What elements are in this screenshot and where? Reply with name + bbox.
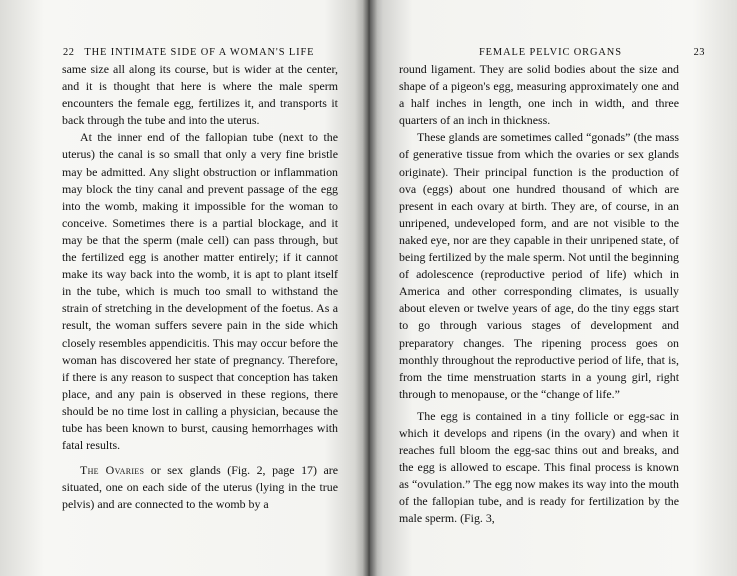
left-paragraph-1: same size all along its course, but is wider at the center, and it is thought that here is where the male sperm encounters the female egg, fertilizes it, and transports it back through the tube and into the uterus. — [62, 62, 338, 128]
left-page-number: 22 — [63, 47, 75, 58]
right-paragraph-2: These glands are sometimes called “gonads” (the mass of generative tissue from which the ovaries or sex glands originate). Their principal function is the production of ova (eggs) about one hundred thousand of which are present in each ovary at birth. They are, of course, in an unripened, undeveloped form, and are not visible to the naked eye, nor are they capable in their unripened state, of being fertilized by the male sperm. Not until the beginning of adolescence (reproductive period of life) which in America and other corresponding climates, is usually about eleven or twelve years of age, do the tiny eggs start to go through various stages of development and preparatory changes. The ripening process goes on monthly throughout the reproductive period of life, that is, from the time menstruation starts in a young girl, right through to menopause, or the “change of life.” — [399, 130, 679, 401]
right-running-head — [479, 47, 705, 58]
left-head-title: THE INTIMATE SIDE OF A WOMAN'S LIFE — [84, 47, 315, 58]
right-paragraph-1: round ligament. They are solid bodies about the size and shape of a pigeon's egg, measuring approximately one and a half inches in length, one inch in width, and three quarters of an inch in thickness. — [399, 62, 679, 128]
right-head-title: FEMALE PELVIC ORGANS — [479, 47, 622, 58]
left-running-head — [63, 47, 314, 58]
left-page — [0, 0, 368, 576]
left-paragraph-3 — [62, 462, 338, 513]
ovaries-text: or sex glands (Fig. 2, page 17) are situated, one on each side of the uterus (lying in the true pelvis) and are connected to the womb by a — [62, 463, 338, 512]
ovaries-lead: The Ovaries — [80, 463, 145, 478]
right-page-number: 23 — [693, 47, 705, 58]
right-page-body — [399, 61, 679, 528]
right-page — [369, 0, 737, 576]
right-paragraph-3: The egg is contained in a tiny follicle or egg-sac in which it develops and ripens (in the ovary) and when it reaches full bloom the egg-sac thins out and breaks, and the egg is allowed to escape. This final process is known as “ovulation.” The egg now makes its way into the mouth of the fallopian tube, and is ready for fertilization by the male sperm. (Fig. 3, — [399, 408, 679, 526]
left-page-body — [62, 61, 338, 513]
left-paragraph-2: At the inner end of the fallopian tube (next to the uterus) the canal is so small that only a very fine bristle may be admitted. Any slight obstruction or inflammation may block the tiny canal and prevent passage of the egg into the womb, making it impossible for the woman to conceive. Sometimes there is a partial blockage, and it may be that the sperm (male cell) can pass through, but the fertilized egg is another matter entirely; if it cannot make its way back into the womb, it is apt to plant itself in the tube, which is much too small to withstand the strain of stretching in the development of the foetus. As a result, the woman suffers severe pain in the side which closely resembles appendicitis. This may occur before the woman has discovered her state of pregnancy. Therefore, if there is any reason to suspect that conception has taken place, and any pain is observed in these regions, there should be no time lost in calling a physician, because the tube has been known to burst, causing hemorrhages with fatal results. — [62, 130, 338, 453]
